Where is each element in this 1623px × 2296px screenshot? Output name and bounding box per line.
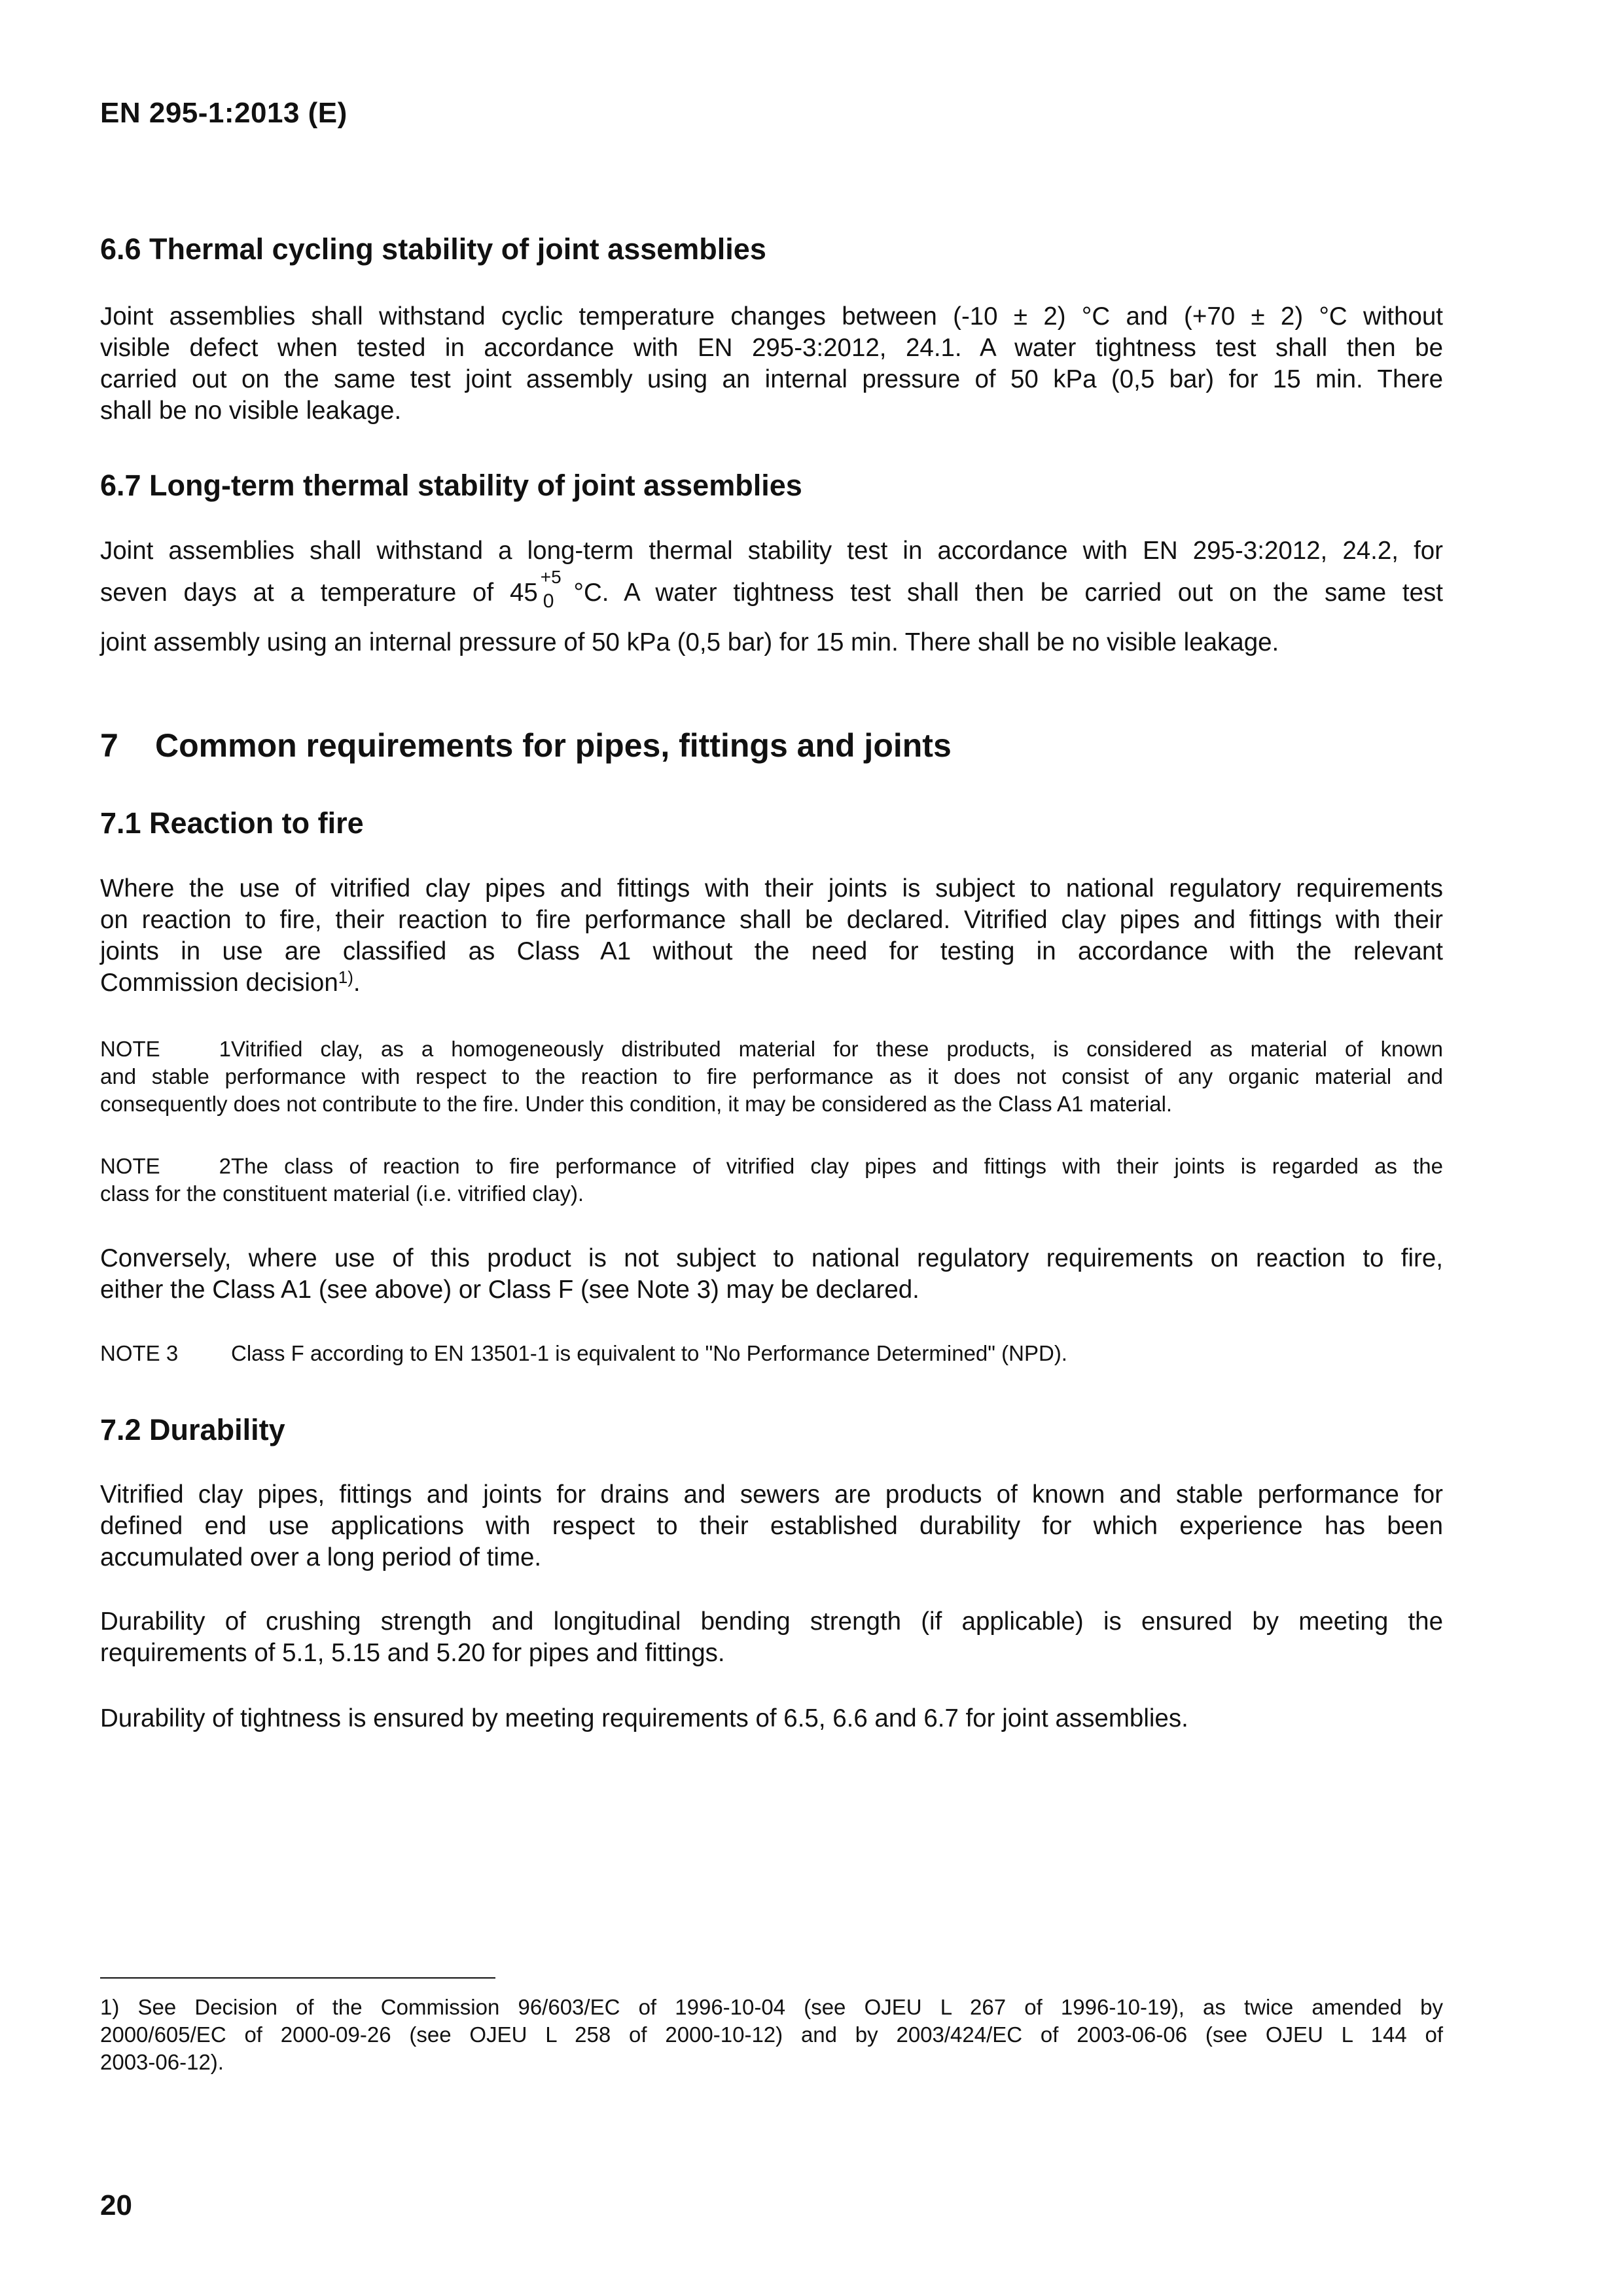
paragraph-line: shall be no visible leakage.: [100, 397, 402, 425]
clause-title: Common requirements for pipes, fittings and joints: [155, 727, 952, 764]
note-line: [100, 1340, 1443, 1367]
durability-paragraph-3: [100, 1703, 1443, 1734]
note-text: The class of reaction to fire performance of vitrified clay pipes and fittings with their joints is regarded as the: [231, 1154, 1443, 1178]
note-line: and stable performance with respect to the reaction to fire performance as it does not consist of any organic material and: [100, 1064, 1443, 1088]
paragraph-line: Conversely, where use of this product is not subject to national regulatory requirements on reaction to fire,: [100, 1244, 1443, 1272]
footnote-line: 1) See Decision of the Commission 96/603/EC of 1996-10-04 (see OJEU L 267 of 1996-10-19), as twice amended by: [100, 1995, 1443, 2019]
clause-heading-7: [100, 726, 952, 764]
note-tag: NOTE 1: [100, 1037, 231, 1061]
tolerance-lower: 0: [543, 590, 554, 612]
paragraph-line: Joint assemblies shall withstand a long-term thermal stability test in accordance with EN 295-3:2012, 24.2, for: [100, 537, 1443, 565]
section-heading-6-7: 6.7 Long-term thermal stability of joint assemblies: [100, 469, 802, 502]
section-6-7-temperature-line: [100, 567, 1443, 631]
paragraph-line: visible defect when tested in accordance with EN 295-3:2012, 24.1. A water tightness test shall then be: [100, 334, 1443, 362]
note-line: [100, 1153, 1443, 1180]
note-line: consequently does not contribute to the fire. Under this condition, it may be considered as the Class A1 material.: [100, 1092, 1173, 1116]
conversely-paragraph: [100, 1243, 1443, 1306]
commission-decision-text: Commission decision: [100, 969, 338, 997]
paragraph-line: on reaction to fire, their reaction to fire performance shall be declared. Vitrified clay pipes and fittings with their: [100, 906, 1443, 934]
note-2: [100, 1153, 1443, 1208]
note-1: [100, 1035, 1443, 1118]
durability-paragraph-1: [100, 1479, 1443, 1573]
paragraph-line: Durability of tightness is ensured by meeting requirements of 6.5, 6.6 and 6.7 for joint assemblies.: [100, 1704, 1188, 1732]
clause-number: 7: [100, 727, 118, 764]
paragraph-line: Vitrified clay pipes, fittings and joints for drains and sewers are products of known and stable performance for: [100, 1480, 1443, 1509]
paragraph-line: Durability of crushing strength and longitudinal bending strength (if applicable) is ensured by meeting the: [100, 1607, 1443, 1636]
tolerance-upper: +5: [540, 567, 562, 587]
page-number: 20: [100, 2189, 132, 2221]
paragraph-line: joint assembly using an internal pressure of 50 kPa (0,5 bar) for 15 min. There shall be no visible leakage.: [100, 628, 1279, 656]
paragraph-line: defined end use applications with respect to their established durability for which experience has been: [100, 1512, 1443, 1540]
section-heading-7-1: 7.1 Reaction to fire: [100, 806, 364, 840]
note-3: [100, 1340, 1443, 1367]
footnote-line: 2000/605/EC of 2000-09-26 (see OJEU L 258 of 2000-10-12) and by 2003/424/EC of 2003-06-06 (see OJEU L 144 of: [100, 2022, 1443, 2047]
paragraph-line: carried out on the same test joint assembly using an internal pressure of 50 kPa (0,5 bar) for 15 min. There: [100, 365, 1443, 393]
section-heading-6-6: 6.6 Thermal cycling stability of joint assemblies: [100, 232, 766, 266]
footnote-reference: 1): [338, 967, 353, 987]
note-text: Class F according to EN 13501-1 is equivalent to "No Performance Determined" (NPD).: [231, 1341, 1067, 1365]
document-header: EN 295-1:2013 (E): [100, 97, 348, 129]
paragraph-line: [100, 567, 1443, 612]
durability-paragraph-2: [100, 1606, 1443, 1669]
paragraph-line: accumulated over a long period of time.: [100, 1543, 542, 1571]
note-line: [100, 1035, 1443, 1063]
footnote-separator: [100, 1977, 495, 1979]
temperature-text-post: °C. A water tightness test shall then be carried out on the same test: [557, 579, 1443, 607]
footnote: [100, 1994, 1443, 2076]
sentence-end: .: [353, 969, 361, 997]
footnote-line: 2003-06-12).: [100, 2050, 224, 2074]
paragraph-line: joints in use are classified as Class A1 without the need for testing in accordance with the relevant: [100, 937, 1443, 965]
section-6-7-line-1-block: [100, 535, 1443, 567]
paragraph-line: either the Class A1 (see above) or Class F (see Note 3) may be declared.: [100, 1276, 919, 1304]
note-line: class for the constituent material (i.e. vitrified clay).: [100, 1181, 584, 1206]
note-tag: NOTE 3: [100, 1341, 179, 1365]
section-6-7-line-3-block: [100, 627, 1443, 658]
section-7-1-paragraph: [100, 873, 1443, 999]
paragraph-line: Joint assemblies shall withstand cyclic temperature changes between (-10 ± 2) °C and (+70 ± 2) °C without: [100, 302, 1443, 331]
temperature-text-pre: seven days at a temperature of 45: [100, 579, 538, 607]
paragraph-line: [100, 967, 1443, 999]
paragraph-line: Where the use of vitrified clay pipes and fittings with their joints is subject to national regulatory requirements: [100, 874, 1443, 903]
note-text: Vitrified clay, as a homogeneously distributed material for these products, is considered as material of known: [231, 1037, 1443, 1061]
paragraph-line: requirements of 5.1, 5.15 and 5.20 for pipes and fittings.: [100, 1639, 725, 1667]
section-6-6-paragraph: [100, 301, 1443, 427]
temperature-tolerance: [538, 567, 562, 612]
section-heading-7-2: 7.2 Durability: [100, 1413, 285, 1446]
note-tag: NOTE 2: [100, 1154, 231, 1178]
